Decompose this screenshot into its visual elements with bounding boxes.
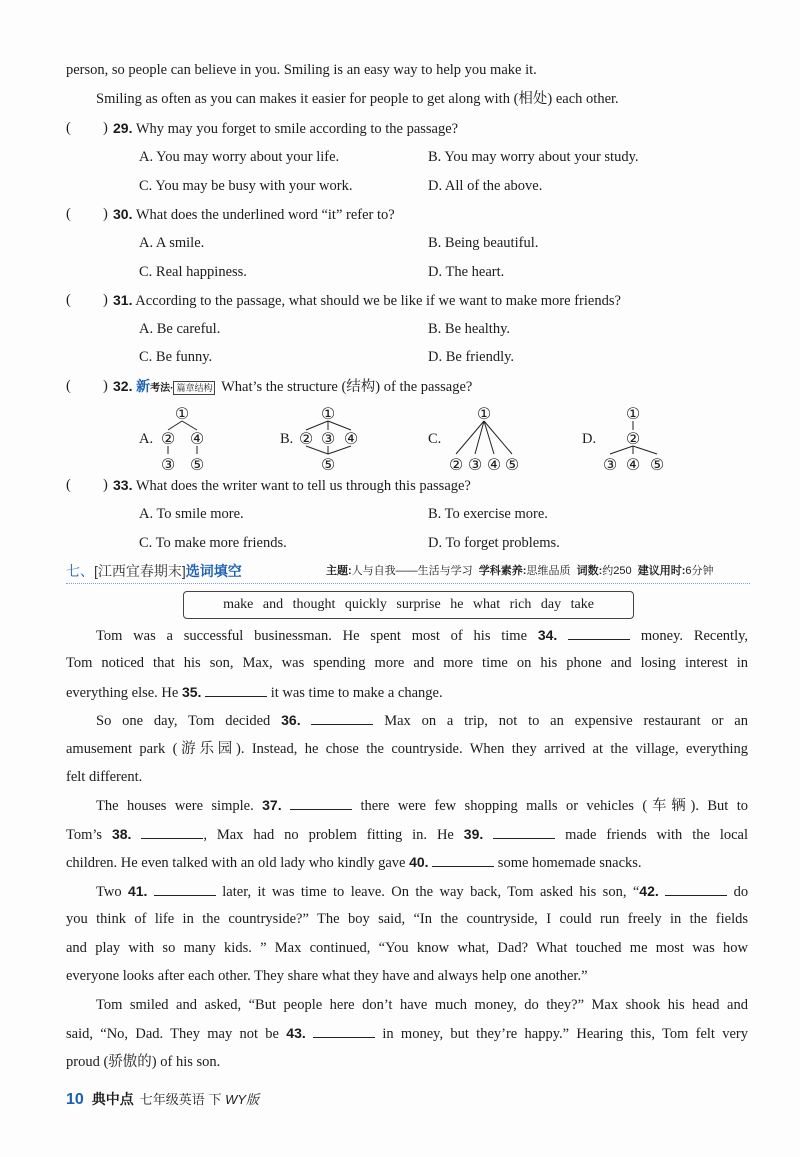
answer-paren-open: ( bbox=[66, 292, 71, 308]
option-a: A. bbox=[139, 431, 154, 447]
passage-line: and play with so many kids. ” Max continued, “You know what, Dad? What touched me most was how bbox=[66, 940, 748, 956]
passage-text: said, “No, Dad. They may not be bbox=[66, 1026, 279, 1042]
passage-text: it was time to make a change. bbox=[270, 685, 443, 701]
new-method-badge: 新 bbox=[136, 378, 151, 394]
blank-line[interactable] bbox=[568, 625, 630, 640]
option-b: B. bbox=[280, 431, 294, 447]
answer-paren-close: ) bbox=[103, 378, 108, 394]
blank-number: 37. bbox=[262, 797, 282, 813]
blank-line[interactable] bbox=[493, 824, 555, 839]
option-c: C. To make more friends. bbox=[139, 535, 287, 551]
diagram-node: ③ bbox=[320, 429, 336, 448]
passage-line: everyone looks after each other. They share what they have and always help one another.” bbox=[66, 968, 588, 984]
question-31 bbox=[113, 290, 621, 311]
theme-value: 人与自我——生活与学习 bbox=[351, 565, 473, 577]
passage-line: Smiling as often as you can makes it easier for people to get along with (相处) each other. bbox=[96, 91, 619, 107]
diagram-node: ⑤ bbox=[649, 455, 665, 474]
wordcount-label: 词数: bbox=[576, 565, 603, 577]
blank-line[interactable] bbox=[313, 1023, 375, 1038]
answer-paren-close: ) bbox=[103, 292, 108, 308]
passage-line bbox=[66, 1023, 748, 1044]
passage-text: later, it was time to leave. On the way back, Tom asked his son, “ bbox=[222, 884, 640, 900]
blank-number: 42. bbox=[639, 883, 659, 899]
option-c: C. You may be busy with your work. bbox=[139, 178, 353, 194]
passage-line bbox=[66, 682, 443, 703]
structure-diagrams bbox=[0, 400, 800, 476]
diagram-node: ② bbox=[448, 455, 464, 474]
answer-paren-open: ( bbox=[66, 120, 71, 136]
footer-subject: 七年级英语 bbox=[139, 1092, 205, 1107]
source-bracket-open: [ bbox=[94, 563, 98, 579]
passage-text: Tom was a successful businessman. He spent most of his time bbox=[96, 628, 528, 644]
option-a: A. Be careful. bbox=[139, 321, 221, 337]
diagram-node: ③ bbox=[467, 455, 483, 474]
option-d: D. The heart. bbox=[428, 264, 505, 280]
passage-text: So one day, Tom decided bbox=[96, 713, 271, 729]
question-number: 30. bbox=[113, 206, 133, 222]
blank-number: 39. bbox=[463, 826, 484, 842]
answer-paren-close: ) bbox=[103, 206, 108, 222]
diagram-node: ③ bbox=[160, 455, 176, 474]
question-text: What does the writer want to tell us through this passage? bbox=[135, 478, 471, 494]
option-a: A. To smile more. bbox=[139, 506, 244, 522]
passage-line: amusement park (游乐园). Instead, he chose the countryside. When they arrived at the village, everything bbox=[66, 741, 748, 757]
diagram-node: ④ bbox=[343, 429, 359, 448]
answer-paren-open: ( bbox=[66, 378, 71, 394]
question-text: What’s the structure (结构) of the passage? bbox=[221, 379, 473, 395]
time-label: 建议用时: bbox=[637, 565, 686, 577]
footer-edition: WY版 bbox=[225, 1092, 260, 1107]
option-d: D. To forget problems. bbox=[428, 535, 560, 551]
blank-number: 41. bbox=[127, 883, 148, 899]
passage-line bbox=[96, 795, 748, 816]
passage-line: proud (骄傲的) of his son. bbox=[66, 1054, 221, 1070]
diagram-node: ① bbox=[174, 404, 190, 423]
question-29 bbox=[113, 118, 458, 139]
section-title: 选词填空 bbox=[185, 563, 242, 579]
option-c: C. Be funny. bbox=[139, 349, 213, 365]
option-b: B. Being beautiful. bbox=[428, 235, 539, 251]
option-b: B. Be healthy. bbox=[428, 321, 511, 337]
passage-line: felt different. bbox=[66, 769, 143, 785]
passage-line bbox=[96, 625, 748, 646]
passage-text: do bbox=[733, 884, 749, 900]
option-a: A. A smile. bbox=[139, 235, 205, 251]
literacy-label: 学科素养: bbox=[478, 565, 527, 577]
option-c: C. bbox=[428, 431, 442, 447]
page-footer bbox=[66, 1089, 259, 1110]
passage-line bbox=[96, 881, 748, 902]
passage-line bbox=[66, 852, 642, 873]
blank-number: 36. bbox=[281, 712, 301, 728]
passage-line: Tom noticed that his son, Max, was spending more and more time on his phone and losing interest in bbox=[66, 655, 748, 671]
diagram-node: ② bbox=[625, 429, 641, 448]
question-33 bbox=[113, 475, 471, 496]
diagram-node: ④ bbox=[189, 429, 205, 448]
footer-volume: 下 bbox=[208, 1092, 222, 1107]
passage-text: Two bbox=[96, 884, 122, 900]
diagram-node: ① bbox=[476, 404, 492, 423]
passage-text: money. Recently, bbox=[640, 628, 749, 644]
blank-line[interactable] bbox=[141, 824, 203, 839]
passage-text: some homemade snacks. bbox=[497, 855, 642, 871]
blank-number: 35. bbox=[181, 684, 202, 700]
passage-text: everything else. He bbox=[66, 685, 179, 701]
blank-line[interactable] bbox=[154, 881, 216, 896]
blank-number: 40. bbox=[409, 854, 429, 870]
page-number: 10 bbox=[66, 1091, 84, 1108]
question-number: 33. bbox=[113, 477, 133, 493]
blank-line[interactable] bbox=[290, 795, 352, 810]
passage-line: Tom smiled and asked, “But people here don’t have much money, do they?” Max shook his head and bbox=[96, 997, 748, 1013]
section-number: 七、 bbox=[66, 563, 94, 579]
blank-number: 43. bbox=[286, 1025, 306, 1041]
passage-text: children. He even talked with an old lady who kindly gave bbox=[66, 855, 406, 871]
option-b: B. To exercise more. bbox=[428, 506, 548, 522]
option-a: A. You may worry about your life. bbox=[139, 149, 340, 165]
section-header bbox=[66, 562, 242, 580]
blank-number: 38. bbox=[111, 826, 132, 842]
passage-line bbox=[66, 824, 748, 845]
option-d: D. All of the above. bbox=[428, 178, 543, 194]
diagram-node: ⑤ bbox=[189, 455, 205, 474]
question-number: 31. bbox=[113, 292, 133, 308]
diagram-node: ② bbox=[298, 429, 314, 448]
question-text: Why may you forget to smile according to the passage? bbox=[135, 121, 459, 137]
blank-line[interactable] bbox=[665, 881, 727, 896]
passage-text: The houses were simple. bbox=[96, 798, 254, 814]
passage-text: there were few shopping malls or vehicles (车辆). But to bbox=[360, 798, 749, 814]
blank-line[interactable] bbox=[311, 710, 373, 725]
section-divider bbox=[66, 583, 750, 584]
question-32 bbox=[113, 376, 472, 399]
option-b: B. You may worry about your study. bbox=[428, 149, 639, 165]
theme-label: 主题: bbox=[326, 565, 352, 577]
diagram-node: ① bbox=[625, 404, 641, 423]
passage-text: , Max had no problem fitting in. He bbox=[203, 827, 454, 843]
section-source: 江西宜春期末 bbox=[97, 563, 182, 579]
source-bracket-close: ] bbox=[181, 563, 186, 579]
method-tag: 篇章结构 bbox=[173, 381, 215, 395]
passage-line: person, so people can believe in you. Smiling is an easy way to help you make it. bbox=[66, 62, 537, 78]
option-d: D. Be friendly. bbox=[428, 349, 515, 365]
passage-text: made friends with the local bbox=[565, 827, 749, 843]
brand-logo: 典中点 bbox=[91, 1091, 134, 1107]
literacy-value: 思维品质 bbox=[526, 565, 571, 577]
method-label: 考法· bbox=[150, 383, 174, 394]
question-number: 32. bbox=[113, 378, 133, 394]
blank-line[interactable] bbox=[205, 682, 267, 697]
diagram-node: ④ bbox=[486, 455, 502, 474]
word-bank: make and thought quickly surprise he what rich day take bbox=[183, 591, 634, 619]
answer-paren-close: ) bbox=[103, 120, 108, 136]
passage-text: in money, but they’re happy.” Hearing this, Tom felt very bbox=[382, 1026, 749, 1042]
diagram-node: ① bbox=[320, 404, 336, 423]
question-text: According to the passage, what should we be like if we want to make more friends? bbox=[135, 293, 621, 309]
passage-text: Max on a trip, not to an expensive restaurant or an bbox=[384, 713, 748, 729]
question-30 bbox=[113, 204, 395, 225]
question-number: 29. bbox=[113, 120, 133, 136]
passage-text: Tom’s bbox=[66, 827, 103, 843]
blank-number: 34. bbox=[537, 627, 558, 643]
answer-paren-open: ( bbox=[66, 477, 71, 493]
diagram-node: ⑤ bbox=[320, 455, 336, 474]
diagram-node: ⑤ bbox=[504, 455, 520, 474]
wordcount-value: 约250 bbox=[602, 565, 632, 577]
time-value: 6分钟 bbox=[685, 565, 714, 577]
answer-paren-open: ( bbox=[66, 206, 71, 222]
passage-line: you think of life in the countryside?” The boy said, “In the countryside, I could run freely in the fields bbox=[66, 911, 748, 927]
blank-line[interactable] bbox=[432, 852, 494, 867]
section-meta bbox=[326, 564, 714, 578]
diagram-node: ③ bbox=[602, 455, 618, 474]
answer-paren-close: ) bbox=[103, 477, 108, 493]
question-text: What does the underlined word “it” refer to? bbox=[135, 207, 395, 223]
diagram-node: ② bbox=[160, 429, 176, 448]
option-c: C. Real happiness. bbox=[139, 264, 247, 280]
option-d: D. bbox=[582, 431, 597, 447]
passage-line bbox=[96, 710, 748, 731]
diagram-node: ④ bbox=[625, 455, 641, 474]
